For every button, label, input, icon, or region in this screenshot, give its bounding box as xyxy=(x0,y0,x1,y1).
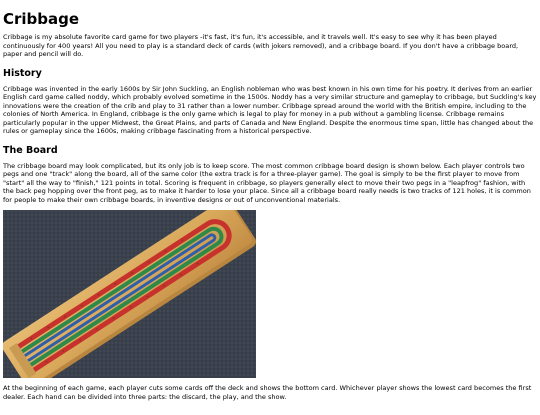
cribbage-board-photo xyxy=(3,210,256,378)
gameplay-paragraph: At the beginning of each game, each player cuts some cards off the deck and shows the bottom card. Whichever player shows the lowest card becomes the first dealer. Each hand can be divided into three parts: the discard, the play, and the show. xyxy=(3,384,532,401)
page xyxy=(0,10,540,401)
history-paragraph: Cribbage was invented in the early 1600s by Sir John Suckling, an English nobleman who was best known in his own time for his poetry. It derives from an earlier English card game called noddy, which probably evolved sometime in the 1500s. Noddy has a very similar structure and gameplay to cribbage, but Suckling's key innovations were the creation of the crib and play to 31 rather than a lower number. Cribbage spread around the world with the British empire, including to the colonies of North America. In England, cribbage is the only game which is legal to play for money in a pub without a gambling license. Cribbage remains particularly popular in the upper Midwest, the Great Plains, and parts of Canada and New England. Despite the enormous time span, little has changed about the rules or gameplay since the 1600s, making cribbage fascinating from a historical perspective. xyxy=(3,84,537,135)
intro-paragraph: Cribbage is my absolute favorite card game for two players -it's fast, it's fun, it's accessible, and it travels well. It's easy to see why it has been played continuously for 400 years! All you need to play is a standard deck of cards (with jokers removed), and a cribbage board. If you don't have a cribbage board, paper and pencil will do. xyxy=(3,33,519,58)
page-title: Cribbage xyxy=(3,10,80,28)
history-heading: History xyxy=(3,67,42,79)
board-heading: The Board xyxy=(3,144,58,156)
board-paragraph: The cribbage board may look complicated, but its only job is to keep score. The most common cribbage board design is shown below. Each player controls two pegs and one "track" along the board, all of the same color (the extra track is for a three-player game). The goal is simply to be the first player to move from "start" all the way to "finish," 121 points in total. Scoring is frequent in cribbage, so players generally elect to move their two pegs in a "leapfrog" fashion, with the back peg hopping over the front peg, as to make it harder to lose your place. Since all a cribbage board really needs is two tracks of 121 holes, it is common for people to make their own cribbage boards, in inventive designs or out of unconventional materials. xyxy=(3,161,531,204)
